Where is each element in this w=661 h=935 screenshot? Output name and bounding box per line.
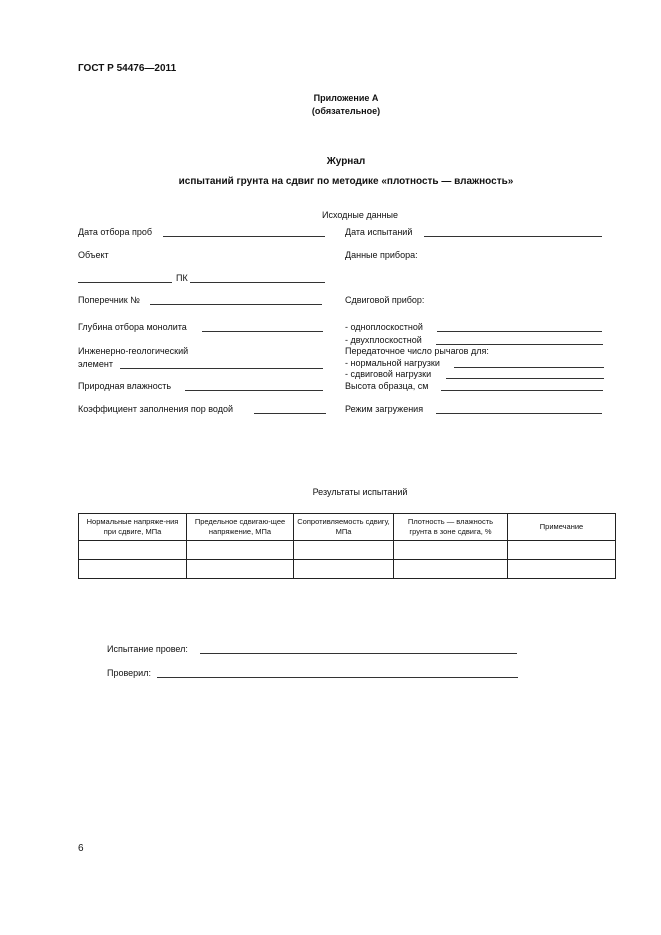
tested-by-field[interactable] — [200, 653, 517, 654]
journal-title: Журнал — [326, 156, 366, 167]
cross-section-label: Поперечник № — [78, 295, 140, 305]
single-plane-label: - одноплоскостной — [345, 322, 423, 332]
column-header: Предельное сдвигаю-щее напряжение, МПа — [187, 514, 294, 541]
sample-height-label: Высота образца, см — [345, 381, 429, 391]
saturation-field[interactable] — [254, 413, 326, 414]
object-label: Объект — [78, 250, 109, 260]
pk-field[interactable] — [190, 282, 325, 283]
tested-by-label: Испытание провел: — [107, 644, 188, 654]
results-heading: Результаты испытаний — [312, 487, 408, 497]
saturation-label: Коэффициент заполнения пор водой — [78, 404, 234, 414]
checked-by-field[interactable] — [157, 677, 518, 678]
device-data-label: Данные прибора: — [345, 250, 418, 260]
page-number: 6 — [78, 843, 84, 854]
results-header-row — [79, 514, 616, 541]
table-cell[interactable] — [79, 541, 187, 560]
double-plane-label: - двухплоскостной — [345, 335, 422, 345]
pk-label: ПК — [176, 273, 188, 283]
moisture-field[interactable] — [185, 390, 323, 391]
test-date-field[interactable] — [424, 236, 602, 237]
appendix-title: Приложение А — [313, 93, 379, 103]
geo-element-field[interactable] — [120, 368, 323, 369]
column-header: Плотность — влажность грунта в зоне сдвига, % — [394, 514, 508, 541]
normal-load-label: - нормальной нагрузки — [345, 358, 440, 368]
table-row — [79, 560, 616, 579]
shear-load-label: - сдвиговой нагрузки — [345, 369, 432, 379]
depth-field[interactable] — [202, 331, 323, 332]
table-cell[interactable] — [187, 541, 294, 560]
shear-device-label: Сдвиговой прибор: — [345, 295, 425, 305]
table-cell[interactable] — [294, 541, 394, 560]
object-field[interactable] — [78, 282, 172, 283]
load-mode-label: Режим загружения — [345, 404, 424, 414]
checked-by-label: Проверил: — [107, 668, 151, 678]
normal-load-field[interactable] — [454, 367, 604, 368]
column-header: Нормальные напряже-ния при сдвиге, МПа — [79, 514, 187, 541]
table-cell[interactable] — [508, 541, 616, 560]
sample-height-field[interactable] — [441, 390, 603, 391]
results-table — [78, 513, 616, 579]
test-date-label: Дата испытаний — [345, 227, 413, 237]
sample-date-field[interactable] — [163, 236, 325, 237]
single-plane-field[interactable] — [437, 331, 602, 332]
table-cell[interactable] — [394, 560, 508, 579]
table-cell[interactable] — [79, 560, 187, 579]
geo-element-label-1: Инженерно-геологический — [78, 346, 189, 356]
table-cell[interactable] — [187, 560, 294, 579]
document-code: ГОСТ Р 54476—2011 — [78, 63, 177, 74]
journal-subtitle: испытаний грунта на сдвиг по методике «плотность — влажность» — [178, 176, 514, 187]
geo-element-label-2: элемент — [78, 359, 113, 369]
shear-load-field[interactable] — [446, 378, 604, 379]
column-header: Примечание — [508, 514, 616, 541]
double-plane-field[interactable] — [436, 344, 603, 345]
load-mode-field[interactable] — [436, 413, 602, 414]
appendix-subtitle: (обязательное) — [311, 106, 381, 116]
lever-ratio-label: Передаточное число рычагов для: — [345, 346, 489, 356]
cross-section-field[interactable] — [150, 304, 322, 305]
sample-date-label: Дата отбора проб — [78, 227, 153, 237]
table-cell[interactable] — [394, 541, 508, 560]
depth-label: Глубина отбора монолита — [78, 322, 187, 332]
moisture-label: Природная влажность — [78, 381, 172, 391]
table-cell[interactable] — [508, 560, 616, 579]
initial-data-heading: Исходные данные — [321, 210, 399, 220]
table-cell[interactable] — [294, 560, 394, 579]
column-header: Сопротивляемость сдвигу, МПа — [294, 514, 394, 541]
table-row — [79, 541, 616, 560]
